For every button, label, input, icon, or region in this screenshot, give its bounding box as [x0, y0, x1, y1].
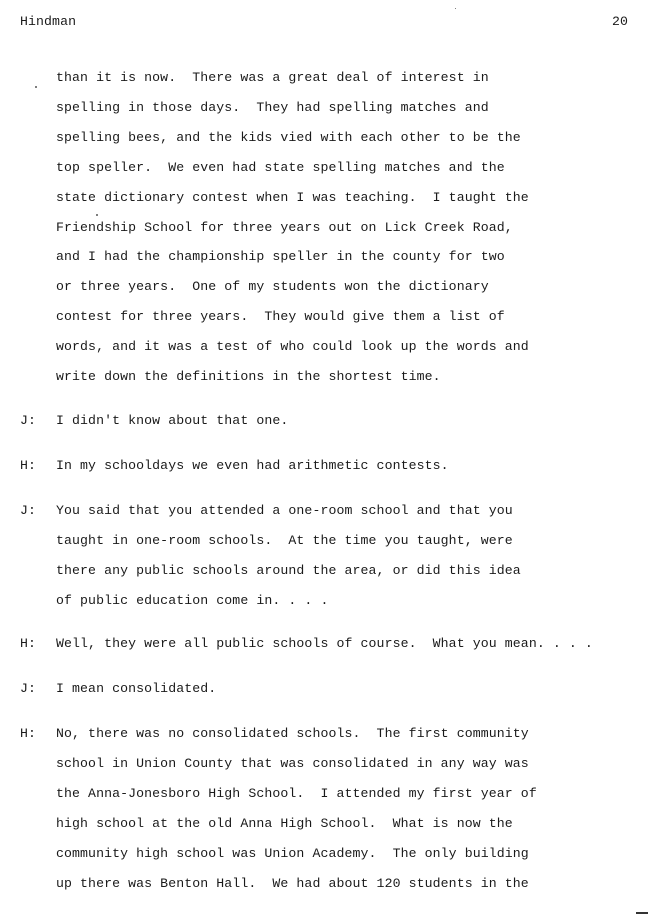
transcript-line: school in Union County that was consolidated in any way was — [56, 755, 529, 771]
speaker-label: H: — [20, 458, 37, 473]
transcript-line: write down the definitions in the shortest time. — [56, 369, 441, 384]
speaker-label: J: — [20, 681, 37, 696]
transcript-line: up there was Benton Hall. We had about 120 students in the — [56, 875, 529, 891]
transcript-line: I mean consolidated. — [56, 681, 217, 696]
transcript-line: You said that you attended a one-room school and that you — [56, 503, 513, 518]
transcript-line: than it is now. There was a great deal of interest in — [56, 70, 489, 85]
transcript-line: of public education come in. . . . — [56, 592, 329, 608]
page-number: 20 — [612, 14, 629, 29]
transcript-line: contest for three years. They would give them a list of — [56, 309, 505, 325]
transcript-line: taught in one-room schools. At the time you taught, were — [56, 532, 513, 548]
scan-speck — [96, 214, 98, 216]
speaker-label: H: — [20, 726, 37, 741]
transcript-line: I didn't know about that one. — [56, 413, 289, 428]
transcript-line: Friendship School for three years out on Lick Creek Road, — [56, 219, 513, 235]
transcript-line: and I had the championship speller in the county for two — [56, 249, 505, 265]
transcript-line: words, and it was a test of who could look up the words and — [56, 339, 529, 355]
transcript-line: Well, they were all public schools of course. What you mean. . . . — [56, 636, 593, 651]
scan-speck — [35, 86, 37, 88]
transcript-line: In my schooldays we even had arithmetic contests. — [56, 458, 449, 473]
scan-edge-mark — [636, 912, 648, 914]
transcript-line: or three years. One of my students won the dictionary — [56, 279, 489, 295]
transcript-line: No, there was no consolidated schools. The first community — [56, 726, 529, 741]
transcript-line: spelling bees, and the kids vied with each other to be the — [56, 129, 521, 145]
speaker-label: H: — [20, 636, 37, 651]
transcript-line: spelling in those days. They had spelling matches and — [56, 99, 489, 115]
interviewee-name: Hindman — [20, 14, 77, 29]
scan-speck — [455, 8, 456, 9]
transcript-line: high school at the old Anna High School. What is now the — [56, 815, 513, 831]
transcript-line: there any public schools around the area, or did this idea — [56, 562, 521, 578]
speaker-label: J: — [20, 503, 37, 518]
speaker-label: J: — [20, 413, 37, 428]
transcript-line: community high school was Union Academy. The only building — [56, 845, 529, 861]
transcript-line: top speller. We even had state spelling matches and the — [56, 159, 505, 175]
transcript-line: the Anna-Jonesboro High School. I attended my first year of — [56, 785, 537, 801]
transcript-line: state dictionary contest when I was teaching. I taught the — [56, 189, 529, 205]
